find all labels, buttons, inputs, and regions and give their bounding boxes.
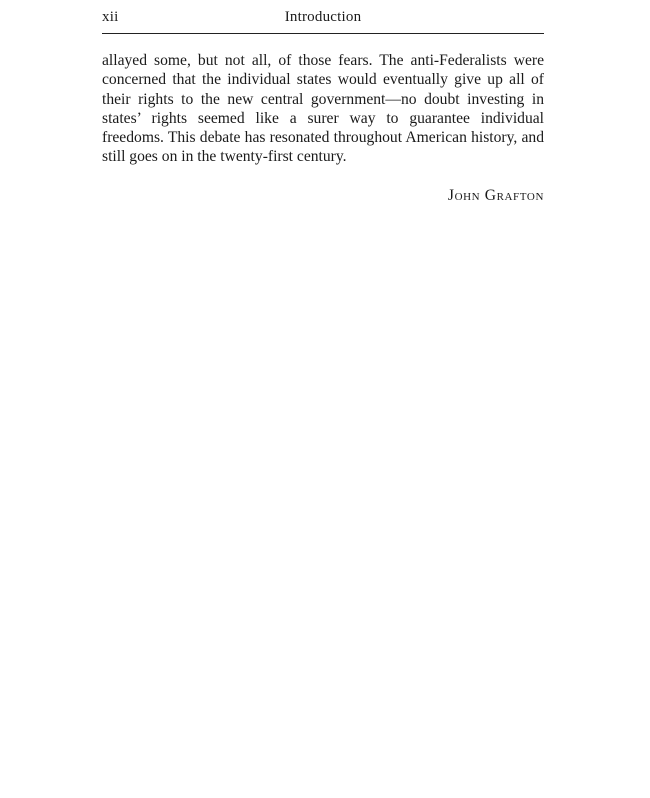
running-head [102, 0, 544, 34]
body-paragraph: allayed some, but not all, of those fears. The anti-Federalists were concerned that the individual states would eventually give up all of their rights to the new central government—no doubt investing in states’ rights seemed like a surer way to guarantee individual freedoms. This debate has resonated throughout American history, and still goes on in the twenty-first century. [102, 52, 544, 166]
running-title: Introduction [284, 9, 362, 25]
book-page [102, 0, 544, 205]
page-number: xii [102, 9, 119, 25]
author-signature: John Grafton [447, 186, 544, 204]
